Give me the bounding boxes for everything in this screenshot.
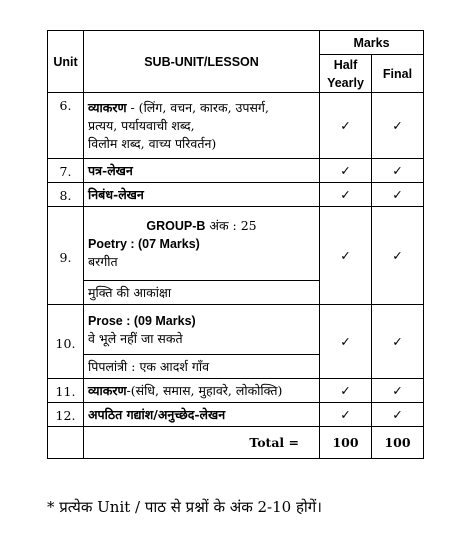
unit-6: 6. xyxy=(48,93,84,159)
tick-final-9: ✓ xyxy=(372,207,424,305)
lesson-10-prose xyxy=(84,305,320,355)
tick-final-10: ✓ xyxy=(372,305,424,379)
unit-12: 12. xyxy=(48,403,84,427)
lesson-7: पत्र-लेखन xyxy=(84,159,320,183)
tick-half-10: ✓ xyxy=(320,305,372,379)
final-header: Final xyxy=(372,55,424,93)
total-empty-cell xyxy=(48,427,84,459)
total-final: 100 xyxy=(372,427,424,459)
unit-8: 8. xyxy=(48,183,84,207)
sub-unit-header: SUB-UNIT/LESSON xyxy=(84,31,320,93)
half-yearly-header: Half Yearly xyxy=(320,55,372,93)
unit-10: 10. xyxy=(48,305,84,379)
tick-half-9: ✓ xyxy=(320,207,372,305)
poetry-item-1: बरगीत xyxy=(88,253,118,269)
total-label: Total = xyxy=(84,427,320,459)
unit-7: 7. xyxy=(48,159,84,183)
lesson-9-poetry xyxy=(84,207,320,281)
unit-header: Unit xyxy=(48,31,84,93)
poetry-item-2: मुक्ति की आकांक्षा xyxy=(84,281,320,305)
lesson-6: व्याकरण - (लिंग, वचन, कारक, उपसर्ग, प्रत्यय, पर्यायवाची शब्द, विलोम शब्द, वाच्य परिवर्तन) xyxy=(84,93,320,159)
prose-item-1: वे भूले नहीं जा सकते xyxy=(88,330,183,346)
prose-item-2: पिपलांत्री : एक आदर्श गाँव xyxy=(84,355,320,379)
tick-final-11: ✓ xyxy=(372,379,424,403)
unit-9: 9. xyxy=(48,207,84,305)
marks-header: Marks xyxy=(320,31,424,55)
tick-half-12: ✓ xyxy=(320,403,372,427)
tick-final-12: ✓ xyxy=(372,403,424,427)
lesson-12: अपठित गद्यांश/अनुच्छेद-लेखन xyxy=(84,403,320,427)
tick-half-7: ✓ xyxy=(320,159,372,183)
group-b-heading: GROUP-B अंक : 25 xyxy=(146,217,257,233)
tick-final-8: ✓ xyxy=(372,183,424,207)
prose-heading: Prose : (09 Marks) xyxy=(88,313,196,328)
lesson-11: व्याकरण-(संधि, समास, मुहावरे, लोकोक्ति) xyxy=(84,379,320,403)
unit-11: 11. xyxy=(48,379,84,403)
lesson-8: निबंध-लेखन xyxy=(84,183,320,207)
footnote: * प्रत्येक Unit / पाठ से प्रश्नों के अंक 2-10 होगें। xyxy=(47,498,322,516)
tick-half-6: ✓ xyxy=(320,93,372,159)
syllabus-table xyxy=(47,30,424,459)
tick-final-6: ✓ xyxy=(372,93,424,159)
total-half-yearly: 100 xyxy=(320,427,372,459)
tick-half-11: ✓ xyxy=(320,379,372,403)
tick-half-8: ✓ xyxy=(320,183,372,207)
tick-final-7: ✓ xyxy=(372,159,424,183)
poetry-heading: Poetry : (07 Marks) xyxy=(88,236,200,251)
